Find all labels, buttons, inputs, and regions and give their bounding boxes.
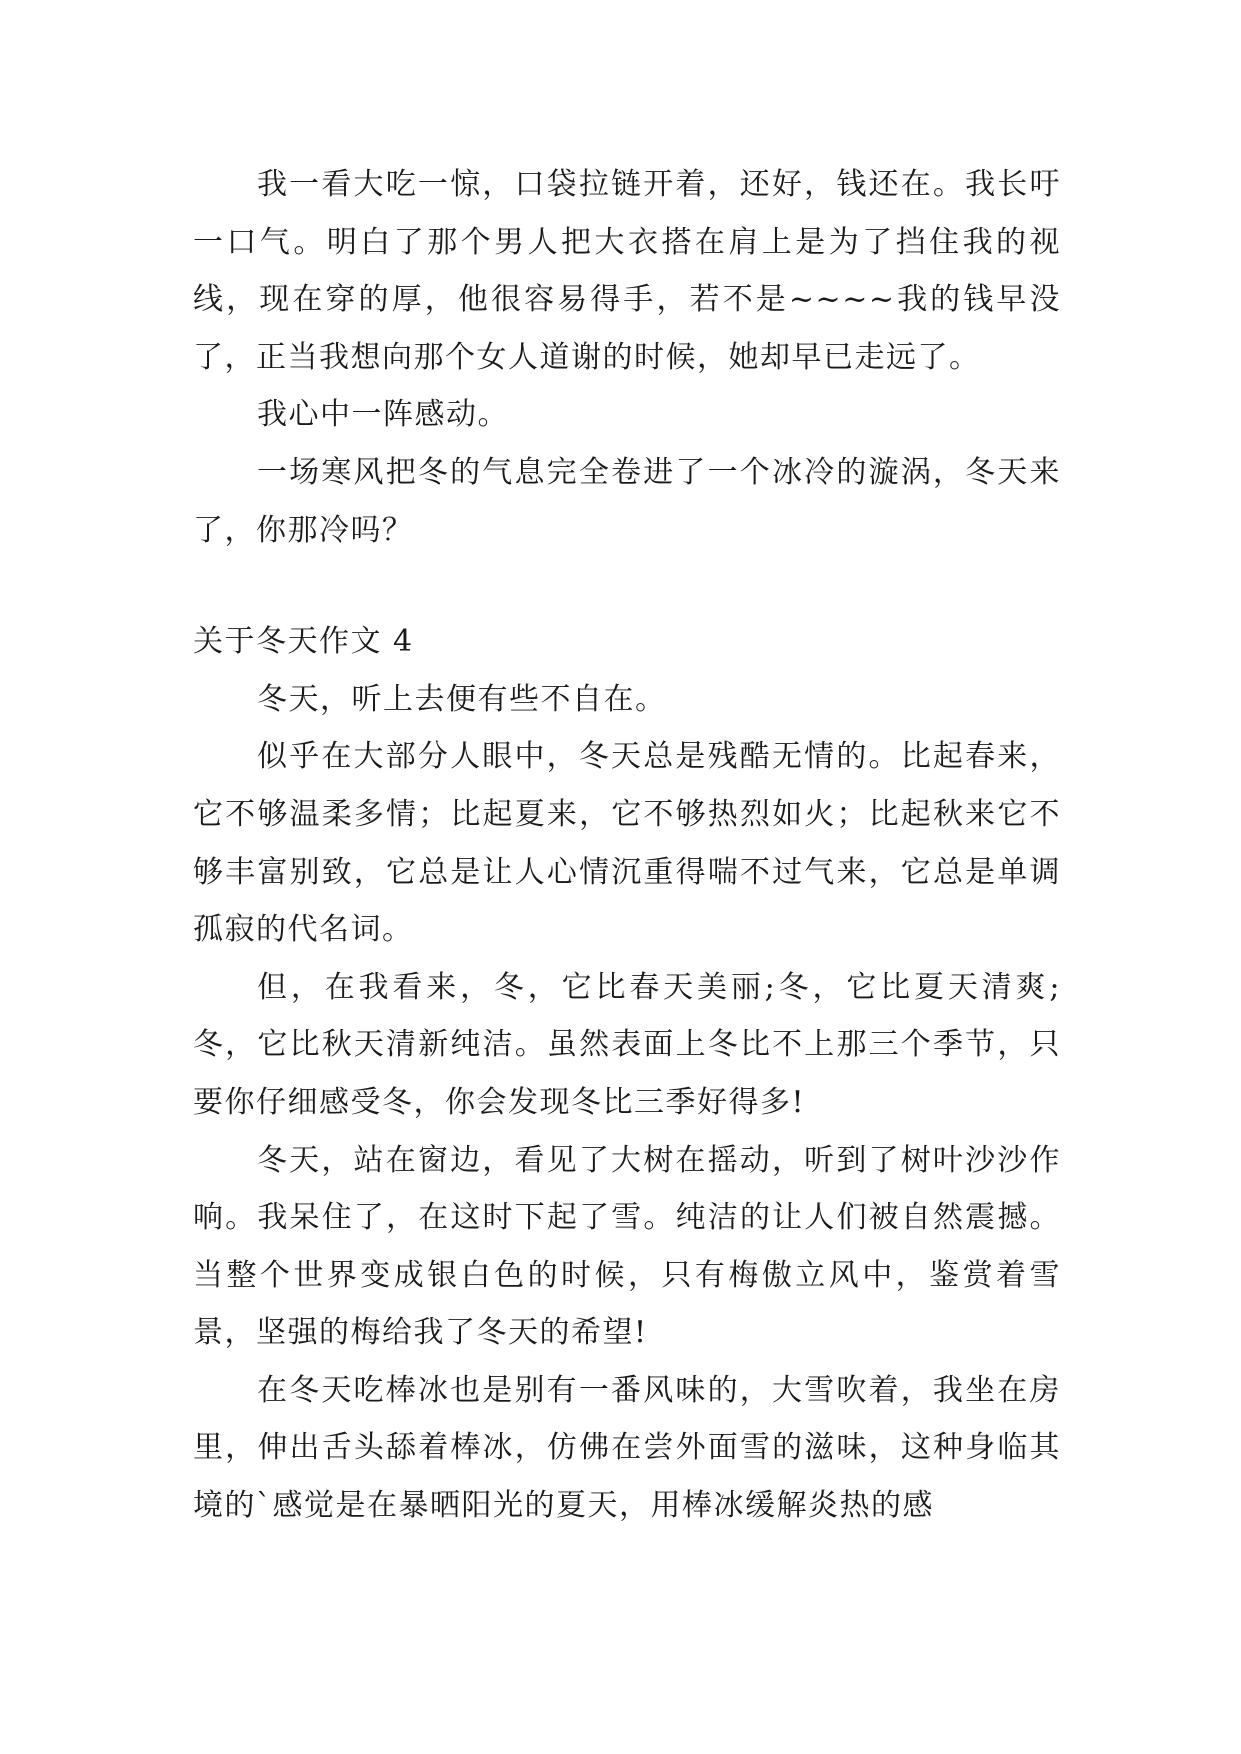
paragraph: 冬天，听上去便有些不自在。 (257, 681, 667, 717)
paragraph: 似乎在大部分人眼中，冬天总是残酷无情的。比起春来，它不够温柔多情；比起夏来，它不够热烈如火；比起秋来它不够丰富别致，它总是让人心情沉重得喘不过气来，它总是单调孤寂的代名词。 (193, 739, 1061, 948)
paragraph: 在冬天吃棒冰也是别有一番风味的，大雪吹着，我坐在房里，伸出舌头舔着棒冰，仿佛在尝外面雪的滋味，这种身临其境的`感觉是在暴晒阳光的夏天，用棒冰缓解炎热的感 (193, 1372, 1061, 1524)
paragraph: 我心中一阵感动。 (257, 397, 509, 433)
paragraph: 我一看大吃一惊，口袋拉链开着，还好，钱还在。我长吁一口气。明白了那个男人把大衣搭在肩上是为了挡住我的视线，现在穿的厚，他很容易得手，若不是~~~~我的钱早没了，正当我想向那个女人道谢的时候，她却早已走远了。 (193, 167, 1061, 375)
section-heading: 关于冬天作文 4 (193, 624, 414, 660)
document-body (193, 156, 1061, 1535)
paragraph: 冬天，站在窗边，看见了大树在摇动，听到了树叶沙沙作响。我呆住了，在这时下起了雪。纯洁的让人们被自然震撼。当整个世界变成银白色的时候，只有梅傲立风中，鉴赏着雪景，坚强的梅给我了冬天的希望! (193, 1142, 1061, 1351)
paragraph: 但，在我看来，冬，它比春天美丽;冬，它比夏天清爽;冬，它比秋天清新纯洁。虽然表面上冬比不上那三个季节，只要你仔细感受冬，你会发现冬比三季好得多! (193, 969, 1061, 1120)
paragraph: 一场寒风把冬的气息完全卷进了一个冰冷的漩涡，冬天来了，你那冷吗？ (193, 454, 1061, 548)
